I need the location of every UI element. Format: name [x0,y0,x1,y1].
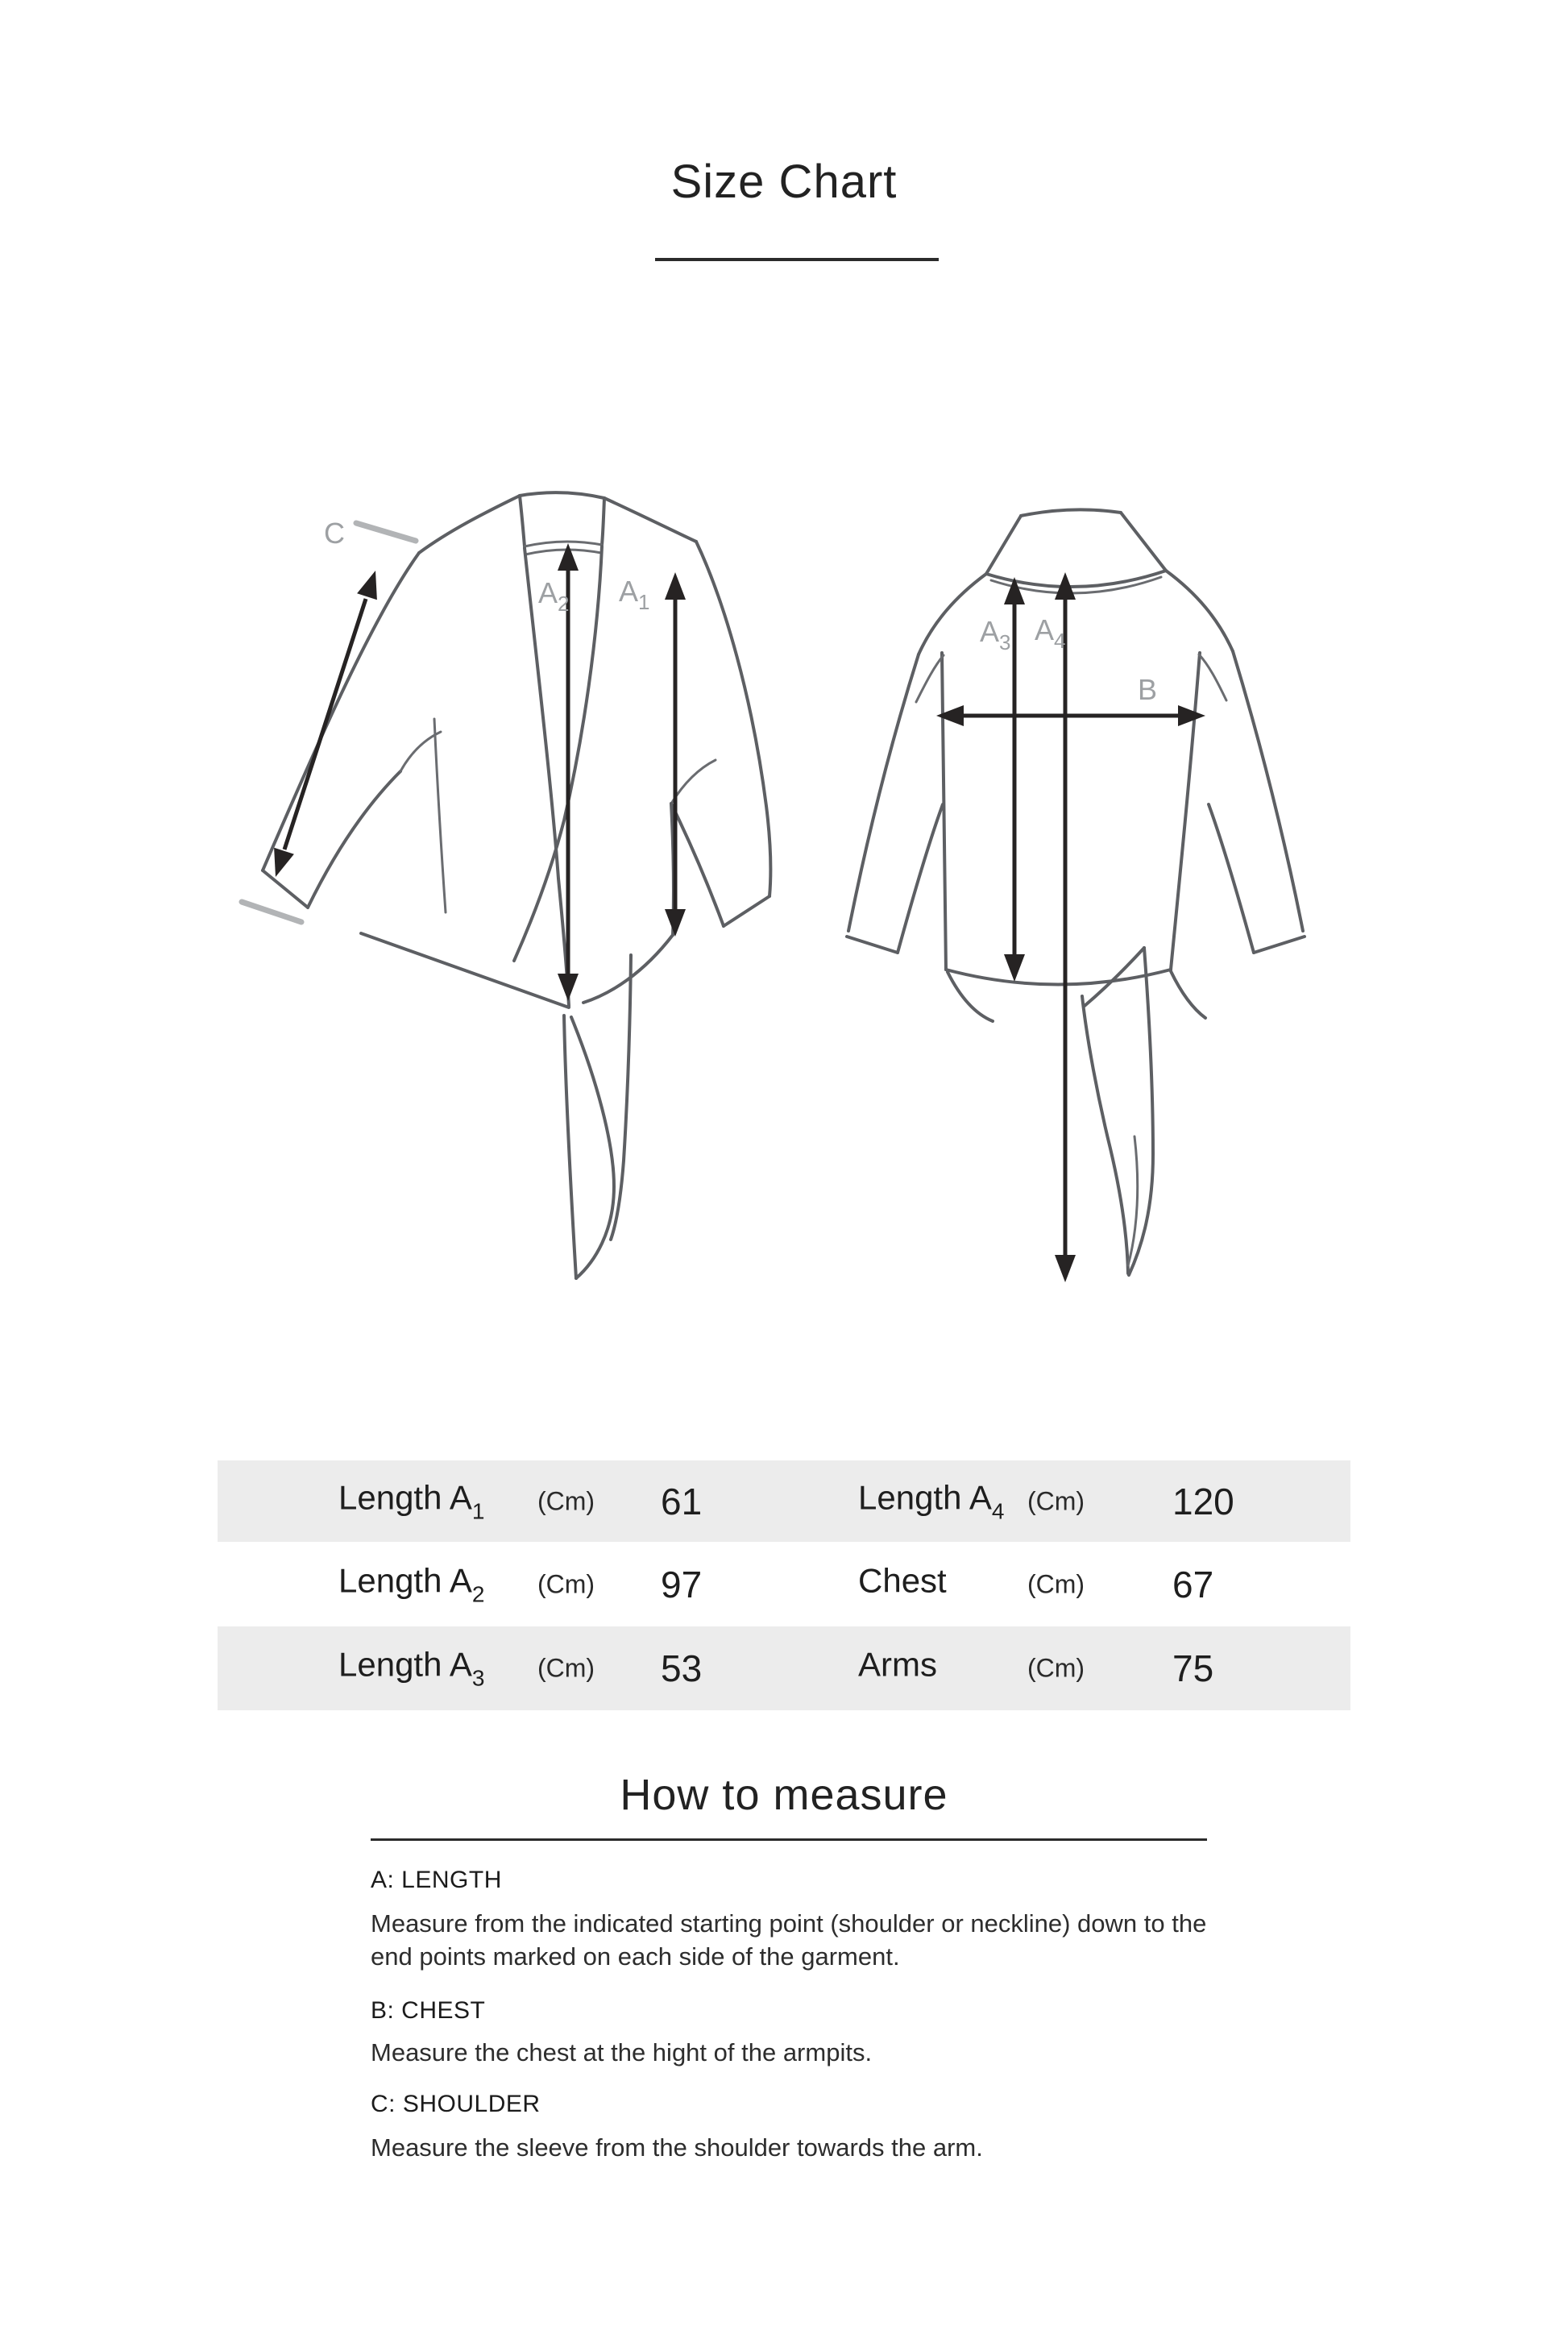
label-c: C [324,517,345,550]
how-to-measure-heading: How to measure [620,1771,948,1819]
size-table [218,1460,1350,1710]
measure-value: 75 [1172,1647,1214,1689]
measure-unit: (Cm) [1027,1486,1085,1515]
measure-label: Length $A_2$ [338,1561,485,1606]
measure-unit: (Cm) [1027,1653,1085,1683]
garment-size-diagram [201,459,1370,1394]
section-text-length: Measure from the indicated starting point (shoulder or neckline) down to the end points marked on each side of the garment. [371,1909,1207,1971]
section-label-chest: B: CHEST [371,1997,486,2024]
front-arrow-a1 [665,572,686,937]
label-a1: $A_1$ [619,575,650,614]
table-row [218,1626,1350,1710]
measure-value: 61 [661,1480,703,1522]
measure-unit: (Cm) [537,1653,595,1683]
back-arrow-b [936,705,1205,726]
section-text-chest: Measure the chest at the hight of the armpits. [371,2038,873,2066]
section-label-length: A: LENGTH [371,1867,502,1893]
measure-label: Chest [858,1561,947,1599]
table-row [218,1542,1350,1626]
measure-value: 120 [1172,1480,1234,1522]
measure-value: 67 [1172,1563,1214,1605]
measure-value: 53 [661,1647,703,1689]
front-view-garment [263,492,770,1278]
measure-label: Length $A_4$ [858,1478,1005,1523]
back-view-garment [847,509,1305,1275]
measure-unit: (Cm) [537,1569,595,1598]
measure-unit: (Cm) [537,1486,595,1515]
shoulder-ref-tick-top [356,523,416,541]
page-title: Size Chart [670,156,898,208]
label-a2: $A_2$ [538,576,570,616]
measure-unit: (Cm) [1027,1569,1085,1598]
shoulder-ref-tick-bottom [242,902,301,922]
label-a3: $A_3$ [980,615,1011,654]
measure-value: 97 [661,1563,703,1605]
label-b: B [1138,673,1158,706]
measure-label: Length $A_1$ [338,1478,485,1523]
label-a4: $A_4$ [1035,613,1066,653]
front-arrow-c [274,571,377,877]
section-text-shoulder: Measure the sleeve from the shoulder towards the arm. [371,2133,983,2162]
table-row [218,1460,1350,1542]
title-underline [655,258,939,261]
how-to-measure-underline [371,1838,1207,1841]
measure-label: Arms [858,1645,937,1684]
measure-label: Length $A_3$ [338,1645,485,1691]
section-label-shoulder: C: SHOULDER [371,2091,541,2117]
back-arrow-a4 [1055,572,1076,1282]
